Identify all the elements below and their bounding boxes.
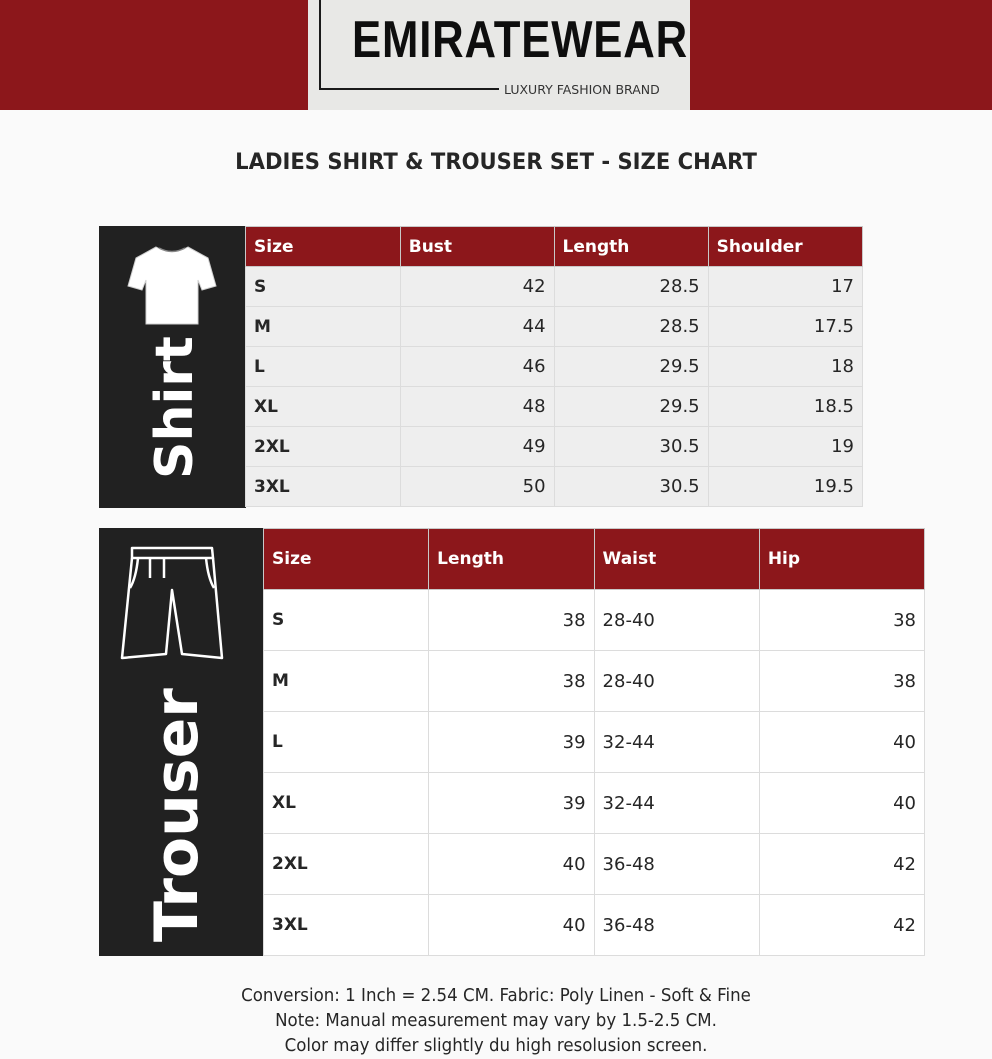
table-row [246, 267, 863, 307]
brand-name: EMIRATEWEAR [352, 11, 689, 69]
hip-cell: 40 [759, 712, 924, 773]
table-row [264, 895, 925, 956]
page-title: LADIES SHIRT & TROUSER SET - SIZE CHART [235, 150, 757, 175]
waist-cell: 36-48 [594, 895, 759, 956]
shoulder-cell: 17 [708, 267, 862, 307]
length-cell: 38 [429, 651, 594, 712]
hip-cell: 38 [759, 590, 924, 651]
bust-cell: 48 [400, 387, 554, 427]
size-cell: M [264, 651, 429, 712]
table-row [246, 307, 863, 347]
length-cell: 39 [429, 712, 594, 773]
size-cell: XL [246, 387, 401, 427]
column-header: Size [246, 227, 401, 267]
waist-cell: 36-48 [594, 834, 759, 895]
bust-cell: 49 [400, 427, 554, 467]
brand-tagline: LUXURY FASHION BRAND [504, 82, 660, 97]
column-header: Waist [594, 529, 759, 590]
size-cell: 2XL [264, 834, 429, 895]
color-note: Color may differ slightly du high resolusion screen. [284, 1036, 708, 1056]
table-header-row [246, 227, 863, 267]
table-row [246, 467, 863, 507]
waist-cell: 28-40 [594, 651, 759, 712]
conversion-note: Conversion: 1 Inch = 2.54 CM. Fabric: Poly Linen - Soft & Fine [241, 986, 751, 1006]
size-cell: 3XL [246, 467, 401, 507]
shoulder-cell: 18 [708, 347, 862, 387]
column-header: Bust [400, 227, 554, 267]
length-cell: 40 [429, 834, 594, 895]
hip-cell: 40 [759, 773, 924, 834]
size-cell: XL [264, 773, 429, 834]
shirt-size-table [245, 226, 863, 507]
size-cell: S [264, 590, 429, 651]
brand-logo [308, 0, 690, 110]
size-cell: 2XL [246, 427, 401, 467]
column-header: Shoulder [708, 227, 862, 267]
length-cell: 28.5 [554, 307, 708, 347]
trouser-label: Trouser [142, 688, 212, 942]
table-row [264, 651, 925, 712]
shoulder-cell: 17.5 [708, 307, 862, 347]
table-row [246, 427, 863, 467]
shirt-side-panel [99, 226, 246, 508]
length-cell: 39 [429, 773, 594, 834]
bust-cell: 50 [400, 467, 554, 507]
table-row [246, 347, 863, 387]
length-cell: 29.5 [554, 347, 708, 387]
bust-cell: 42 [400, 267, 554, 307]
size-cell: L [264, 712, 429, 773]
table-row [264, 773, 925, 834]
waist-cell: 32-44 [594, 773, 759, 834]
trouser-size-table [263, 528, 925, 956]
column-header: Length [554, 227, 708, 267]
trousers-icon [120, 544, 230, 668]
measurement-note: Note: Manual measurement may vary by 1.5-2.5 CM. [275, 1011, 717, 1031]
length-cell: 29.5 [554, 387, 708, 427]
table-row [264, 834, 925, 895]
trouser-side-panel [99, 528, 263, 956]
tshirt-icon [126, 244, 218, 326]
table-row [246, 387, 863, 427]
shoulder-cell: 19 [708, 427, 862, 467]
table-header-row [264, 529, 925, 590]
length-cell: 30.5 [554, 427, 708, 467]
shoulder-cell: 18.5 [708, 387, 862, 427]
waist-cell: 32-44 [594, 712, 759, 773]
waist-cell: 28-40 [594, 590, 759, 651]
size-cell: 3XL [264, 895, 429, 956]
size-cell: M [246, 307, 401, 347]
column-header: Length [429, 529, 594, 590]
table-row [264, 590, 925, 651]
shoulder-cell: 19.5 [708, 467, 862, 507]
length-cell: 38 [429, 590, 594, 651]
hip-cell: 38 [759, 651, 924, 712]
hip-cell: 42 [759, 834, 924, 895]
length-cell: 40 [429, 895, 594, 956]
bust-cell: 46 [400, 347, 554, 387]
hip-cell: 42 [759, 895, 924, 956]
column-header: Size [264, 529, 429, 590]
length-cell: 30.5 [554, 467, 708, 507]
size-cell: L [246, 347, 401, 387]
shirt-label: Shirt [145, 336, 205, 479]
table-row [264, 712, 925, 773]
length-cell: 28.5 [554, 267, 708, 307]
column-header: Hip [759, 529, 924, 590]
size-cell: S [246, 267, 401, 307]
footer-notes [25, 984, 967, 1059]
bust-cell: 44 [400, 307, 554, 347]
